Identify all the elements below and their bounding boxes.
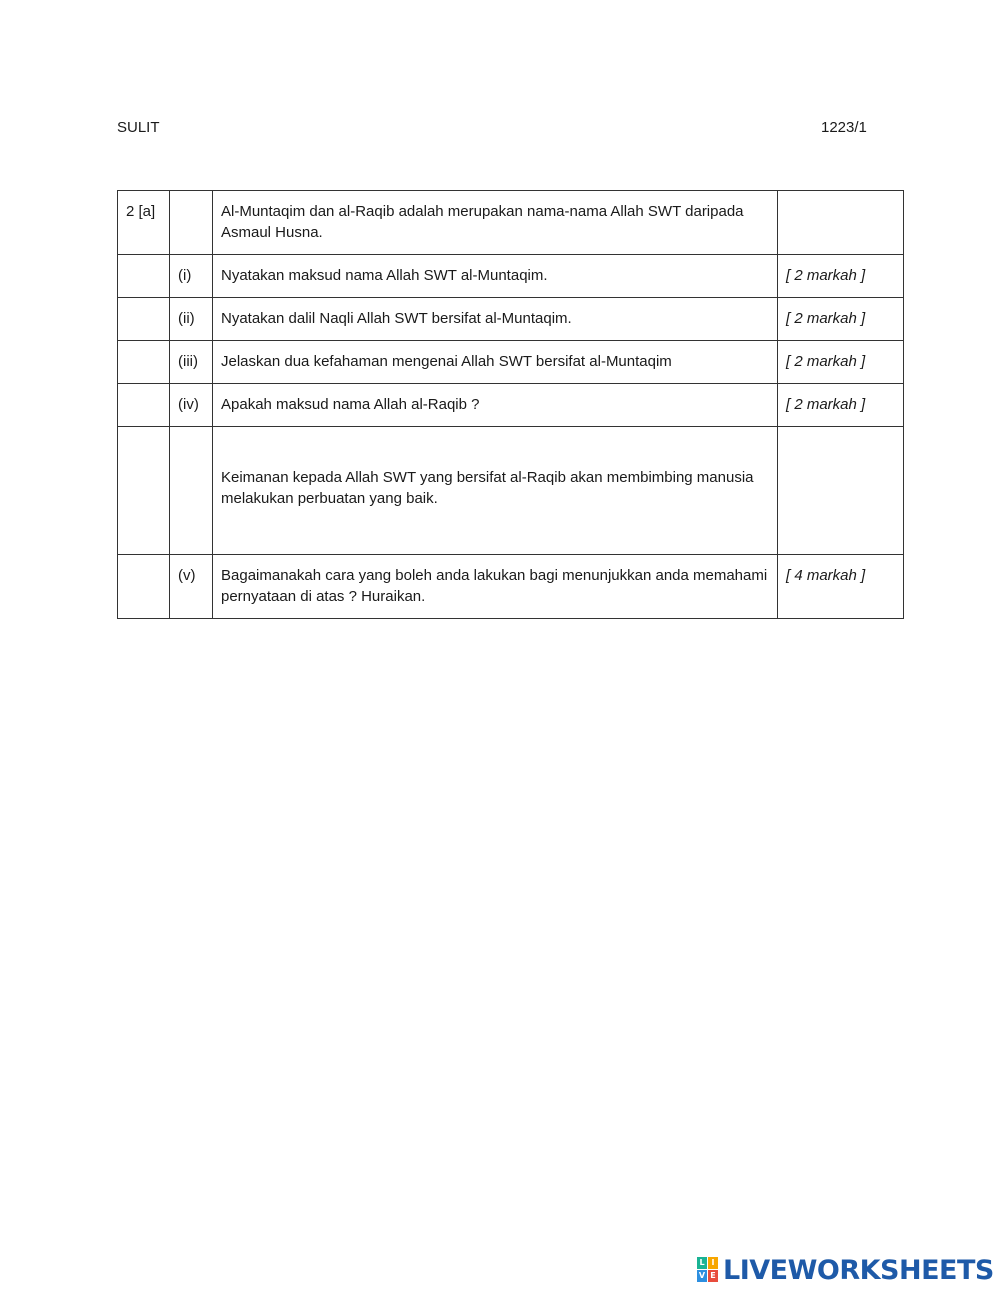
header-paper-code: 1223/1 [821,119,867,136]
question-row [118,255,904,298]
question-row [118,341,904,384]
question-number [118,298,170,341]
question-stimulus-cell [213,427,778,555]
question-marks [778,191,904,255]
question-row [118,191,904,255]
question-number [118,427,170,555]
question-text: Nyatakan maksud nama Allah SWT al-Muntaqim. [213,255,778,298]
question-sub [170,191,213,255]
question-text: Apakah maksud nama Allah al-Raqib ? [213,384,778,427]
question-text: Bagaimanakah cara yang boleh anda lakukan bagi menunjukkan anda memahami pernyataan di atas ? Huraikan. [213,555,778,619]
question-sub: (iii) [170,341,213,384]
question-text: Nyatakan dalil Naqli Allah SWT bersifat al-Muntaqim. [213,298,778,341]
question-marks: [ 4 markah ] [778,555,904,619]
question-row [118,384,904,427]
question-sub [170,427,213,555]
question-row [118,427,904,555]
question-sub: (iv) [170,384,213,427]
question-marks: [ 2 markah ] [778,255,904,298]
logo-mark-letter: L [697,1257,707,1269]
question-number [118,341,170,384]
question-marks [778,427,904,555]
question-sub: (i) [170,255,213,298]
question-marks: [ 2 markah ] [778,341,904,384]
question-sub: (ii) [170,298,213,341]
question-stimulus-text: Keimanan kepada Allah SWT yang bersifat al-Raqib akan membimbing manusia melakukan perbuatan yang baik. [221,469,754,507]
question-number: 2 [a] [118,191,170,255]
question-number [118,555,170,619]
liveworksheets-logo [697,1255,994,1285]
liveworksheets-logo-icon [697,1257,719,1283]
question-number [118,255,170,298]
question-row [118,298,904,341]
logo-mark-letter: I [708,1257,718,1269]
question-number [118,384,170,427]
question-sub: (v) [170,555,213,619]
header-sulit: SULIT [117,119,160,136]
question-text: Al-Muntaqim dan al-Raqib adalah merupakan nama-nama Allah SWT daripada Asmaul Husna. [213,191,778,255]
question-marks: [ 2 markah ] [778,298,904,341]
question-text: Jelaskan dua kefahaman mengenai Allah SWT bersifat al-Muntaqim [213,341,778,384]
question-row [118,555,904,619]
liveworksheets-logo-text: LIVEWORKSHEETS [723,1254,994,1286]
question-table [117,190,904,619]
logo-mark-letter: V [698,1271,706,1280]
question-marks: [ 2 markah ] [778,384,904,427]
logo-mark-letter: E [708,1270,718,1282]
